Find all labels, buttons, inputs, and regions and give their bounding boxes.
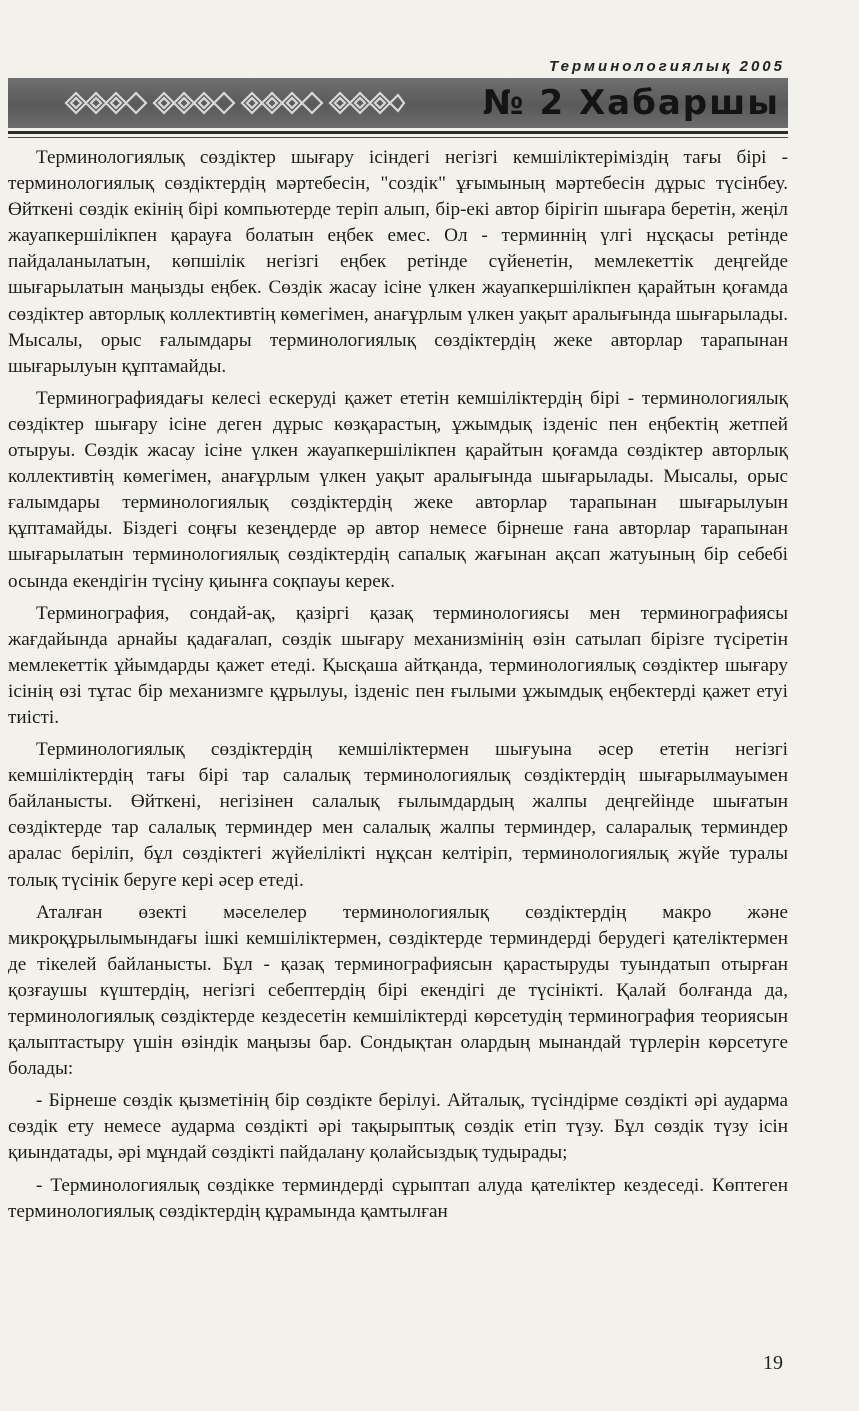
header-rule-thin	[8, 137, 788, 138]
ornament-band-icon	[62, 88, 407, 118]
paragraph: Терминография, сондай-ақ, қазіргі қазақ терминологиясы мен терминографиясы жағдайында арнайы қадағалап, сөздік шығару механизмінің өзін сатылап бірізге түсіретін мемлекеттік ұйымдарды қажет етеді. Қысқаша айтқанда, терминологиялық сөздіктер шығару ісінің өзі тұтас бір механизмге құрылуы, ізденіс пен ғылыми ұжымдық еңбектерді қажет етуі тиісті.	[8, 602, 788, 728]
list-item: - Бірнеше сөздік қызметінің бір сөздікте берілуі. Айталық, түсіндірме сөздікті әрі аударма сөздік ету немесе аударма сөздікті әрі тақырыптық сөздік етіп түзу. Бұл сөздік түзу ісін қиындатады, әрі мұндай сөздікті пайдалану қолайсыздық тудырады;	[8, 1090, 788, 1164]
list-item: - Терминологиялық сөздікке терминдерді сұрыптап алуда қателіктер кездеседі. Көптеген терминологиялық сөздіктердің құрамында қамтылған	[8, 1174, 788, 1222]
page-number: 19	[763, 1352, 783, 1374]
header-rule	[8, 131, 788, 134]
paragraph: Аталған өзекті мәселелер терминологиялық сөздіктердің макро және микроқұрылымындағы ішкі кемшіліктермен, сөздіктерде терминдерді берудегі қателіктермен де тікелей байланысты. Бұл - қазақ терминографиясын қарастыруды туындатып отырған қозғаушы күштердің, негізгі себептердің бірі екендігі де түсінікті. Қалай болғанда да, терминологиялық сөздіктерде кездесетін кемшіліктерді көрсетудің терминография теориясын қалыптастыру үшін өзіндік маңызы бар. Сондықтан олардың мынандай түрлерін көрсетуге болады:	[8, 901, 788, 1080]
article-body	[8, 145, 788, 1231]
paragraph: Терминографиядағы келесі ескеруді қажет ететін кемшіліктердің бірі - терминологиялық сөздіктер шығару ісіне деген дұрыс көзқарастың, ұжымдық ізденіс пен еңбектің жетпей отыруы. Сөздік жасау ісіне үлкен жауапкершілікпен қарайтын қоғамда сөздіктер авторлық коллективтің көмегімен, анағұрлым үлкен уақыт аралығында шығарылады. Мысалы, орыс ғалымдары терминологиялық сөздіктердің жеке авторлар тарапынан шығарылуын құптамайды. Біздегі соңғы кезеңдерде әр автор немесе бірнеше ғана авторлар тарапынан шығарылатын терминологиялық сөздіктердің сапалық жағынан ақсап жатуының бір себебі осында екендігін түсіну қиынға соқпауы керек.	[8, 387, 788, 592]
paragraph: Терминологиялық сөздіктер шығару ісіндегі негізгі кемшіліктеріміздің тағы бірі - терминологиялық сөздіктердің мәртебесін, "создік" ұғымының мәртебесін дұрыс түсінбеу. Өйткені сөздік екінің бірі компьютерде теріп алып, бір-екі автор бірігіп шығара беретін, жеңіл жауапкершілікпен қарауға болатын еңбек емес. Ол - терминнің үлгі нұсқасы ретінде пайдаланылатын, көпшілік негізгі еңбек ретінде сүйенетін, мемлекеттік деңгейде шығарылатын маңызды еңбек. Сөздік жасау ісіне үлкен жауапкершілікпен қарайтын қоғамда сөздіктер авторлық коллективтің көмегімен, анағұрлым үлкен уақыт аралығында шығарылады. Мысалы, орыс ғалымдары терминологиялық сөздіктердің жеке авторлар тарапынан шығарылуын құптамайды.	[8, 147, 788, 377]
header-bar	[8, 78, 788, 128]
paragraph: Терминологиялық сөздіктердің кемшіліктермен шығуына әсер ететін негізгі кемшіліктердің тағы бірі тар салалық терминологиялық сөздіктердің шығарылмауымен байланысты. Өйткені, негізінен салалық ғылымдардың жалпы деңгейінде шығатын сөздіктерде тар салалық терминдер мен салалық жалпы терминдер, саларалық терминдер аралас беріліп, бұл сөздіктегі жүйелілікті нұқсан келтіріп, терминологиялық жүйе туралы толық түсінік беруге кері әсер етеді.	[8, 739, 788, 891]
issue-title: № 2 Хабаршы	[482, 83, 780, 123]
journal-name: Терминологиялық 2005	[549, 58, 785, 75]
